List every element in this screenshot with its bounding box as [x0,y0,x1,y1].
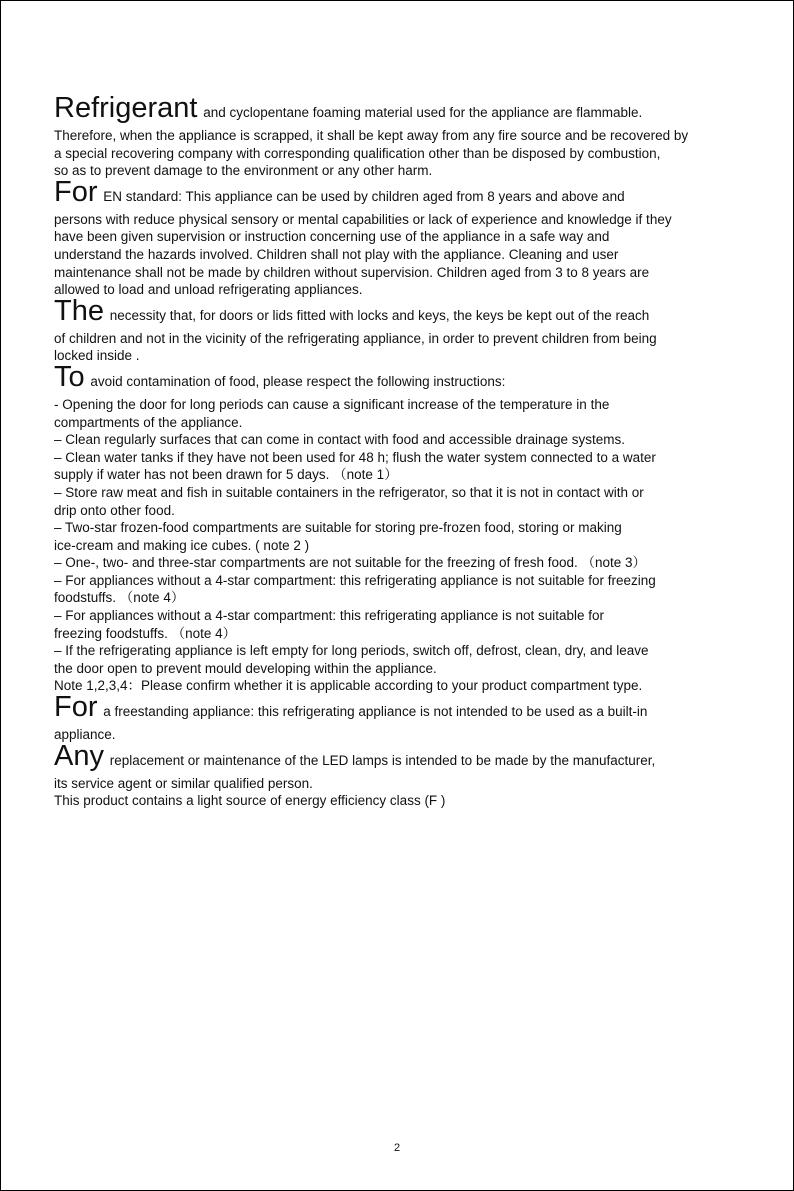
paragraph-line: so as to prevent damage to the environment or any other harm. [54,163,433,179]
paragraph-line: allowed to load and unload refrigerating appliances. [54,282,363,298]
paragraph-line: appliance. [54,727,116,743]
paragraph-line: a special recovering company with corresponding qualification other than be disposed by combustion, [54,145,661,161]
paragraph-first-line [54,360,734,396]
paragraph-line: foodstuffs. （note 4） [54,590,185,606]
paragraph-line: – For appliances without a 4-star compartment: this refrigerating appliance is not suitable for freezing [54,572,656,588]
paragraph-line: – Two-star frozen-food compartments are suitable for storing pre-frozen food, storing or making [54,520,622,536]
paragraph-line: drip onto other food. [54,502,175,518]
paragraph-en-standard [54,175,734,299]
paragraph-initial: Refrigerant [54,92,198,124]
paragraph-line: its service agent or similar qualified person. [54,775,313,791]
paragraph-initial: To [54,360,85,393]
paragraph-lead-text: replacement or maintenance of the LED lamps is intended to be made by the manufacturer, [105,752,656,768]
paragraph-line: persons with reduce physical sensory or mental capabilities or lack of experience and knowledge if they [54,211,672,227]
paragraph-initial: For [54,691,98,724]
paragraph-line: Therefore, when the appliance is scrapped, it shall be kept away from any fire source and be recovered by [54,128,689,143]
paragraph-line: – Store raw meat and fish in suitable containers in the refrigerator, so that it is not in contact with or [54,484,644,500]
paragraph-line: have been given supervision or instruction concerning use of the appliance in a safe way and [54,229,610,245]
paragraph-lead-text: a freestanding appliance: this refrigerating appliance is not intended to be used as a built-in [99,704,648,720]
paragraph-line: ice-cream and making ice cubes. ( note 2 ) [54,537,310,553]
document-body [54,92,734,810]
paragraph-first-line [54,691,734,726]
paragraph-line: – Clean regularly surfaces that can come in contact with food and accessible drainage systems. [54,432,626,448]
paragraph-line: – Clean water tanks if they have not been used for 48 h; flush the water system connected to a water [54,449,656,465]
paragraph-line: - Opening the door for long periods can cause a significant increase of the temperature in the [54,396,610,412]
paragraph-lead-text: necessity that, for doors or lids fitted with locks and keys, the keys be kept out of the reach [105,307,650,323]
paragraph-first-line [54,175,734,211]
paragraph-line: compartments of the appliance. [54,414,243,430]
paragraph-food-contamination [54,360,734,695]
paragraph-line: freezing foodstuffs. （note 4） [54,625,237,641]
paragraph-line: maintenance shall not be made by children without supervision. Children aged from 3 to 8 years are [54,264,650,280]
paragraph-line: – One-, two- and three-star compartments are not suitable for the freezing of fresh food. （note 3） [54,555,647,571]
paragraph-initial: Any [54,739,104,772]
paragraph-line: Note 1,2,3,4：Please confirm whether it is applicable according to your product compartment type. [54,678,643,694]
paragraph-initial: The [54,294,104,327]
paragraph-first-line [54,294,734,330]
paragraph-lead-text: and cyclopentane foaming material used for the appliance are flammable. [199,105,643,120]
paragraph-line: supply if water has not been drawn for 5 days. （note 1） [54,467,398,483]
paragraph-first-line [54,92,734,127]
paragraph-led-lamps [54,739,734,810]
paragraph-line: – For appliances without a 4-star compartment: this refrigerating appliance is not suitable for [54,608,605,624]
paragraph-initial: For [54,175,98,208]
paragraph-line: locked inside . [54,348,140,364]
paragraph-line: – If the refrigerating appliance is left empty for long periods, switch off, defrost, clean, dry, and leave [54,643,649,659]
paragraph-lead-text: avoid contamination of food, please respect the following instructions: [86,373,506,389]
paragraph-line: of children and not in the vicinity of the refrigerating appliance, in order to prevent children from being [54,330,657,346]
paragraph-line: This product contains a light source of energy efficiency class (F ) [54,793,446,809]
paragraph-line: the door open to prevent mould developing within the appliance. [54,660,437,676]
paragraph-refrigerant [54,92,734,180]
paragraph-locks-and-keys [54,294,734,365]
paragraph-first-line [54,739,734,775]
paragraph-freestanding [54,691,734,744]
paragraph-line: understand the hazards involved. Children shall not play with the appliance. Cleaning and user [54,246,619,262]
paragraph-lead-text: EN standard: This appliance can be used by children aged from 8 years and above and [99,188,625,204]
page-number: 2 [393,1142,401,1154]
